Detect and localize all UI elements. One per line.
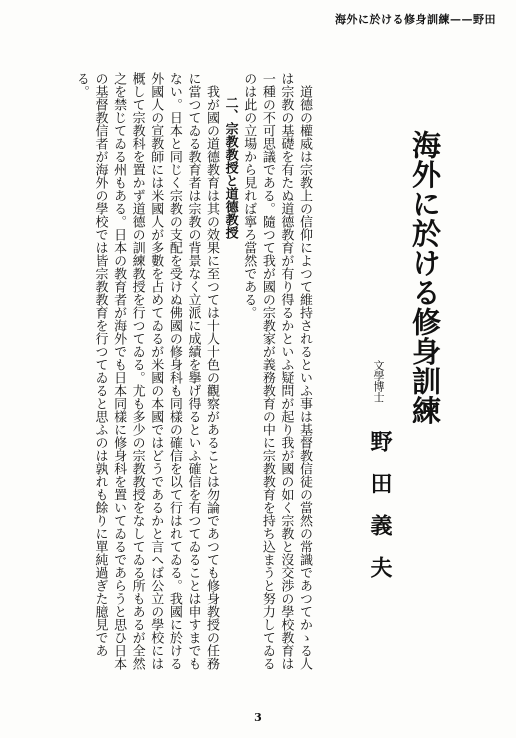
author-name: 野田義夫 <box>367 430 393 598</box>
paragraph-1: 道德の權威は宗教上の信仰によつて維持されるといふ事は基督教信徒の當然の常識であつてかゝる人は宗教の基礎を有たぬ道德教育が有り得るかといふ疑問が起り我が國の如く宗教と沒交渉の學校教育は一種の不可思議である。隨つて我が國の宗教家が義務教育の中に宗教教育を持ち込まうと努力してゐるのは此の立場から見れば寧ろ當然である。 <box>241 72 312 670</box>
paragraph-2: 我が國の道德教育は其の效果に至つては十人十色の觀察があることは勿論であつても修身教授の任務に當つてゐる教育者は宗教の背景なく立派に成績を擧げ得るといふ確信を有つてゐることは申すまでもない。日本と同じく宗教の支配を受けぬ佛國の修身科も同樣の確信を以て行はれてゐる。我國に於ける外國人の宣教師には米國人が多數を占めてゐるが米國の本國ではどうであるかと言へば公立の學校には概して宗教科を置かず道德の訓練教授を行つてゐる。尤も多少の宗教教授をなしてゐる所もあるが全然之を禁じてゐる州もある。日本の教育者が海外でも日本同樣に修身科を置いてゐるであらうと思ひ日本の基督教信者が海外の學校では皆宗教教育を行つてゐると思ふのは孰れも餘りに單純過ぎた臆見である。 <box>73 72 220 670</box>
section-title: 宗教教授と道德教授 <box>222 122 238 239</box>
section-heading <box>220 72 239 674</box>
running-head: 海外に於ける修身訓練——野田 <box>335 13 496 26</box>
page-number: 3 <box>254 711 262 724</box>
section-number: 二、 <box>222 96 238 122</box>
article-title: 海外に於ける修身訓練 <box>408 130 442 425</box>
article-body <box>44 72 313 674</box>
author-affiliation: 文學博士 <box>372 360 385 402</box>
